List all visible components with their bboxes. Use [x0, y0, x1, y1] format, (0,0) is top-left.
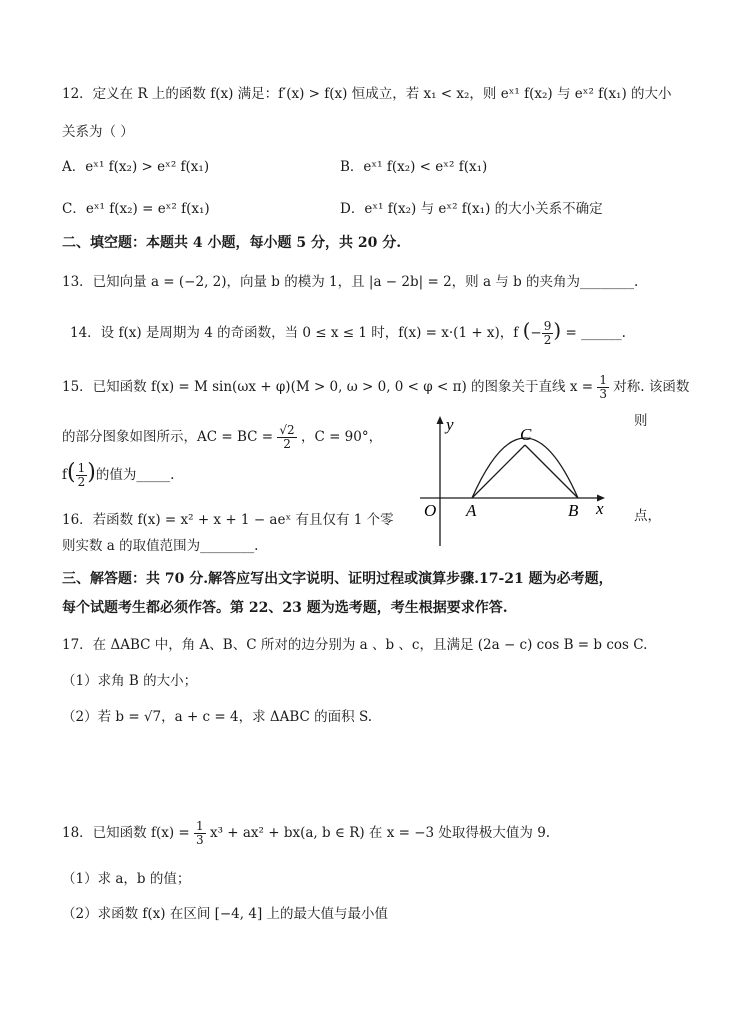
section-answer-heading-line1: 三、解答题：共 70 分.解答应写出文字说明、证明过程或演算步骤.17-21 题为必考题，	[62, 571, 613, 587]
origin-label: O	[424, 501, 437, 520]
section-fill-in-heading: 二、填空题：本题共 4 小题，每小题 5 分，共 20 分.	[62, 235, 402, 251]
q12-option-c: C．eˣ¹ f(x₂) = eˣ² f(x₁)	[62, 201, 210, 217]
q18-fraction: $\frac{1}{3}$	[196, 819, 204, 847]
q16-line2: 则实数 a 的取值范围为________.	[62, 538, 259, 554]
q12-option-d: D．eˣ¹ f(x₂) 与 eˣ² f(x₁) 的大小关系不确定	[340, 201, 603, 217]
q12-option-b: B．eˣ¹ f(x₂) < eˣ² f(x₁)	[340, 159, 488, 175]
q12-line1: 12．定义在 R 上的函数 f(x) 满足：f′(x) > f(x) 恒成立，若 x₁ < x₂，则 eˣ¹ f(x₂) 与 eˣ² f(x₁) 的大小	[62, 86, 672, 102]
point-c-label: C	[520, 425, 532, 444]
q17-part1: （1）求角 B 的大小；	[62, 673, 198, 689]
q15-fraction-2: $\frac{√2}{2}$	[279, 423, 295, 451]
q15-line3: f( $\frac{1}{2}$ )的值为_____.	[62, 460, 175, 489]
x-axis-label: x	[596, 499, 604, 518]
q14-fraction: $\frac{9}{2}$	[543, 319, 552, 347]
y-axis-arrow	[437, 416, 444, 424]
point-a-label: A	[466, 501, 477, 520]
q17-text: 17．在 ΔABC 中，角 A、B、C 所对的边分别为 a 、b 、c，且满足 (2a − c) cos B = b cos C.	[62, 637, 648, 653]
q14-main: 14．设 f(x) 是周期为 4 的奇函数，当 0 ≤ x ≤ 1 时，f(x) = x·(1 + x)，f	[70, 325, 519, 341]
q12-line2: 关系为（ ）	[62, 124, 134, 140]
q16-line1-right: 点，	[634, 508, 661, 524]
q14-text: 14．设 f(x) 是周期为 4 的奇函数，当 0 ≤ x ≤ 1 时，f(x) = x·(1 + x)，f (− $\frac{9}{2}$ ) = ______.	[70, 318, 626, 347]
q15-line2: 的部分图象如图所示，AC = BC = $\frac{√2}{2}$ ，C = 90°，	[62, 423, 383, 451]
q15-fraction-3: $\frac{1}{2}$	[77, 461, 86, 489]
y-axis-label: y	[446, 415, 454, 434]
q18-text: 18．已知函数 f(x) = $\frac{1}{3}$ x³ + ax² + bx(a, b ∈ R) 在 x = −3 处取得极大值为 9.	[62, 819, 551, 847]
q14-tail: = ______.	[565, 325, 626, 341]
q12-option-a: A．eˣ¹ f(x₂) > eˣ² f(x₁)	[62, 159, 210, 175]
q16-line1: 16．若函数 f(x) = x² + x + 1 − aeˣ 有且仅有 1 个零	[62, 512, 394, 528]
q15-line1-right: 则	[634, 413, 648, 429]
q15-line1: 15．已知函数 f(x) = M sin(ωx + φ)(M > 0, ω > 0, 0 < φ < π) 的图象关于直线 x = $\frac{1}{3}$ 对称. 该函数	[62, 373, 690, 401]
point-b-label: B	[568, 501, 579, 520]
section-answer-heading-line2: 每个试题考生都必须作答。第 22、23 题为选考题，考生根据要求作答.	[62, 600, 508, 616]
q13-text: 13．已知向量 a = (−2, 2)，向量 b 的模为 1，且 |a − 2b| = 2，则 a 与 b 的夹角为________.	[62, 274, 639, 290]
sine-curve	[472, 438, 578, 498]
q18-part2: （2）求函数 f(x) 在区间 [−4, 4] 上的最大值与最小值	[62, 906, 389, 922]
q15-graph	[410, 408, 615, 548]
q18-part1: （1）求 a，b 的值；	[62, 871, 191, 887]
q17-part2: （2）若 b = √7，a + c = 4，求 ΔABC 的面积 S.	[62, 709, 373, 725]
q15-fraction-1: $\frac{1}{3}$	[599, 373, 607, 401]
